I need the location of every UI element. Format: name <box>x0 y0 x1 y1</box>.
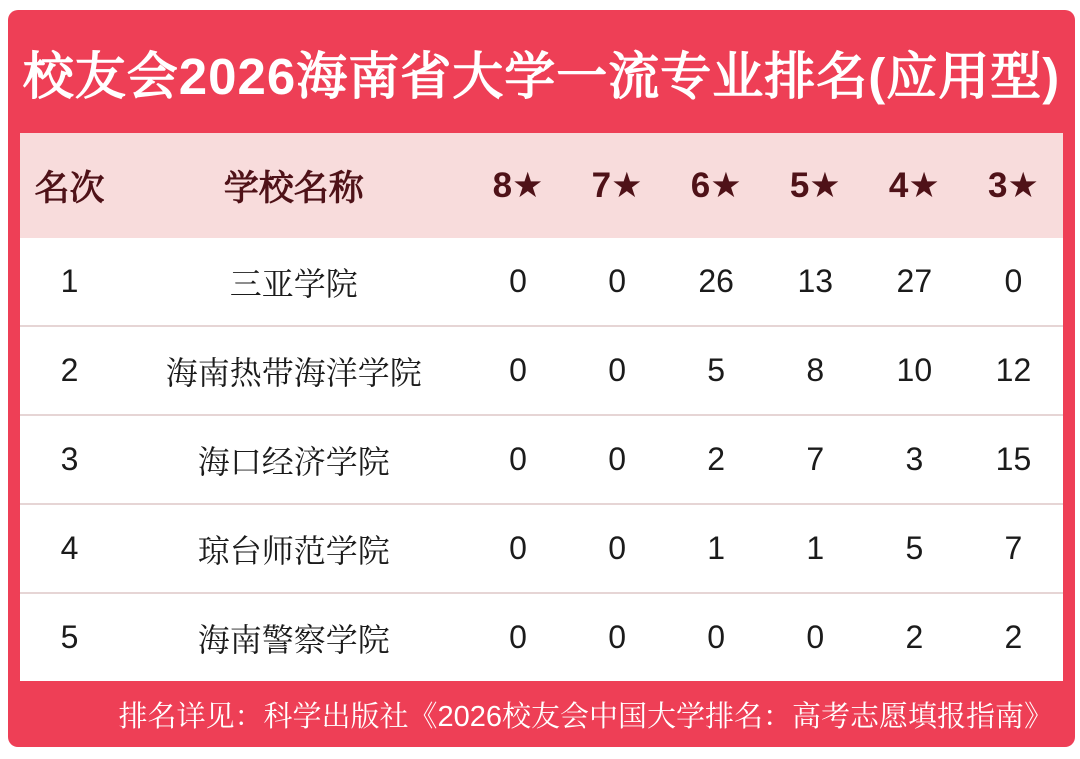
cell-star-count: 0 <box>568 326 667 415</box>
cell-school: 海南警察学院 <box>119 593 468 681</box>
cell-star-count: 1 <box>667 504 766 593</box>
cell-star-count: 5 <box>667 326 766 415</box>
column-header-school: 学校名称 <box>119 133 468 238</box>
column-header-6star: 6★ <box>667 133 766 238</box>
cell-star-count: 12 <box>964 326 1063 415</box>
cell-rank: 4 <box>20 504 119 593</box>
cell-star-count: 7 <box>964 504 1063 593</box>
cell-star-count: 0 <box>766 593 865 681</box>
column-header-8star: 8★ <box>468 133 567 238</box>
cell-star-count: 10 <box>865 326 964 415</box>
column-header-rank: 名次 <box>20 133 119 238</box>
cell-star-count: 0 <box>468 326 567 415</box>
column-header-5star: 5★ <box>766 133 865 238</box>
ranking-poster-frame <box>8 10 1075 747</box>
cell-star-count: 0 <box>468 415 567 504</box>
cell-star-count: 0 <box>667 593 766 681</box>
title-banner <box>8 10 1075 133</box>
table-row <box>20 326 1063 415</box>
cell-star-count: 0 <box>964 238 1063 326</box>
table-row <box>20 504 1063 593</box>
cell-school: 海南热带海洋学院 <box>119 326 468 415</box>
cell-star-count: 0 <box>468 504 567 593</box>
table-row <box>20 238 1063 326</box>
ranking-table <box>20 133 1063 681</box>
cell-star-count: 5 <box>865 504 964 593</box>
column-header-4star: 4★ <box>865 133 964 238</box>
cell-star-count: 1 <box>766 504 865 593</box>
cell-star-count: 0 <box>568 504 667 593</box>
cell-star-count: 2 <box>964 593 1063 681</box>
table-header-row <box>20 133 1063 238</box>
cell-star-count: 3 <box>865 415 964 504</box>
cell-star-count: 0 <box>568 593 667 681</box>
ranking-table-card <box>20 133 1063 681</box>
footer-note: 排名详见：科学出版社《2026校友会中国大学排名：高考志愿填报指南》 <box>118 700 1053 733</box>
cell-star-count: 0 <box>468 593 567 681</box>
column-header-7star: 7★ <box>568 133 667 238</box>
cell-school: 琼台师范学院 <box>119 504 468 593</box>
cell-star-count: 0 <box>568 415 667 504</box>
cell-rank: 5 <box>20 593 119 681</box>
cell-star-count: 13 <box>766 238 865 326</box>
cell-star-count: 8 <box>766 326 865 415</box>
cell-star-count: 2 <box>865 593 964 681</box>
cell-star-count: 26 <box>667 238 766 326</box>
table-row <box>20 593 1063 681</box>
cell-star-count: 0 <box>468 238 567 326</box>
cell-school: 三亚学院 <box>119 238 468 326</box>
cell-rank: 3 <box>20 415 119 504</box>
table-row <box>20 415 1063 504</box>
column-header-3star: 3★ <box>964 133 1063 238</box>
page-title: 校友会2026海南省大学一流专业排名(应用型) <box>22 47 1061 105</box>
footer-bar <box>8 681 1075 747</box>
cell-star-count: 27 <box>865 238 964 326</box>
cell-star-count: 15 <box>964 415 1063 504</box>
cell-star-count: 0 <box>568 238 667 326</box>
cell-star-count: 7 <box>766 415 865 504</box>
cell-rank: 1 <box>20 238 119 326</box>
cell-rank: 2 <box>20 326 119 415</box>
cell-school: 海口经济学院 <box>119 415 468 504</box>
cell-star-count: 2 <box>667 415 766 504</box>
